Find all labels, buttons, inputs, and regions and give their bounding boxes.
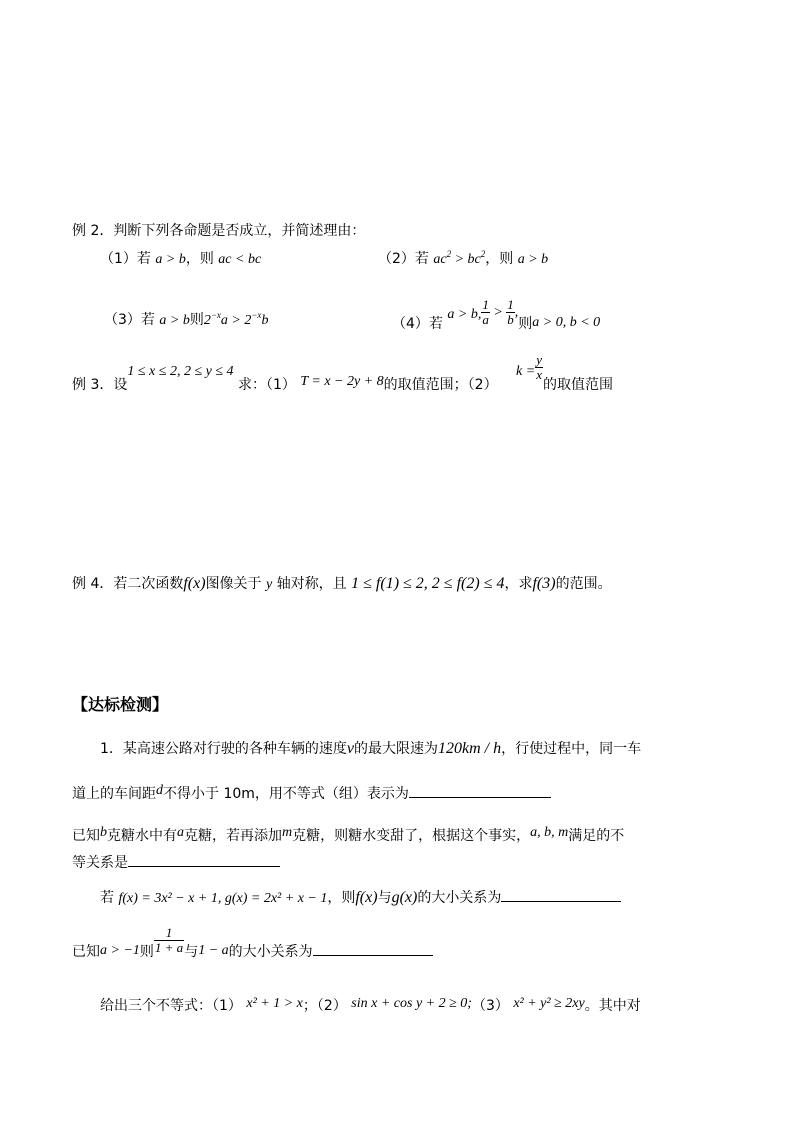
item-2-conclusion: a > b bbox=[517, 252, 549, 267]
item-1-label: （1）若 bbox=[100, 251, 151, 267]
example-4-mid1: 图像关于 bbox=[205, 576, 262, 592]
example-3 bbox=[72, 352, 613, 405]
item-2-label: （2）若 bbox=[378, 251, 429, 267]
item-4-fraction-b bbox=[506, 298, 515, 327]
q1-d: d bbox=[156, 783, 163, 798]
item-2-cond-a: ac bbox=[433, 252, 447, 267]
q5-text-c: （3） bbox=[471, 998, 509, 1014]
example-4-y: y bbox=[266, 577, 273, 592]
example-3-label: 例 3．设 bbox=[72, 377, 128, 393]
q2-text-a: 已知 bbox=[72, 828, 100, 844]
section-header bbox=[72, 694, 168, 717]
question-4 bbox=[72, 926, 433, 972]
q2-text-b: 克糖水中有 bbox=[107, 828, 177, 844]
section-title: 【达标检测】 bbox=[72, 695, 169, 714]
item-4-gt: > bbox=[489, 305, 507, 320]
example-2-item-2 bbox=[378, 250, 548, 269]
item-2-cond-exp2: 2 bbox=[480, 249, 486, 259]
q3-text-a: 若 bbox=[100, 890, 114, 906]
item-1-condition: a > b bbox=[155, 252, 186, 267]
item-4-conclusion: a > 0, b < 0 bbox=[532, 315, 601, 330]
q1-text-e: 不得小于 10m，用不等式（组）表示为 bbox=[163, 786, 409, 802]
q2-m: m bbox=[282, 825, 293, 840]
item-4-label: （4）若 bbox=[392, 316, 443, 332]
question-5 bbox=[100, 992, 641, 1018]
question-1-line-2 bbox=[72, 780, 551, 805]
q4-text-b: 则 bbox=[139, 944, 154, 960]
q1-v: v bbox=[346, 740, 355, 757]
frac-b-den: b bbox=[507, 311, 514, 327]
q2-text-e: 满足的不 bbox=[568, 828, 625, 844]
frac-b-num: 1 bbox=[507, 296, 514, 312]
example-4 bbox=[72, 572, 612, 597]
q5-ineq-1: x² + 1 > x bbox=[246, 996, 303, 1011]
question-1-line-1 bbox=[100, 738, 641, 760]
q1-answer-blank[interactable] bbox=[409, 785, 551, 798]
frac-a-num: 1 bbox=[482, 296, 489, 312]
q2-a: a bbox=[177, 825, 184, 840]
q4-fraction bbox=[154, 926, 184, 955]
q4-condition: a > −1 bbox=[100, 943, 140, 958]
q2-text-f: 等关系是 bbox=[72, 855, 128, 871]
example-2-item-3 bbox=[104, 311, 268, 330]
q3-answer-blank[interactable] bbox=[501, 889, 621, 902]
example-2-title-text: 例 2．判断下列各命题是否成立，并简述理由： bbox=[72, 223, 366, 239]
frac-a-den: a bbox=[482, 311, 489, 327]
q2-text-d: 克糖，则糖水变甜了，根据这个事实， bbox=[292, 828, 531, 844]
item-2-sep: ，则 bbox=[485, 251, 514, 267]
example-3-ask: 求：（1） bbox=[237, 377, 296, 393]
item-2-cond-exp1: 2 bbox=[446, 249, 452, 259]
item-2-condition bbox=[433, 249, 486, 267]
q2-b: b bbox=[100, 825, 107, 840]
item-3-base1: 2 bbox=[203, 313, 211, 328]
example-3-k-tail: 的取值范围 bbox=[543, 377, 613, 393]
q4-frac-num: 1 bbox=[165, 925, 173, 940]
example-3-k-fraction bbox=[535, 353, 543, 382]
q1-text-d: 道上的车间距 bbox=[72, 786, 156, 802]
item-4-fraction-a bbox=[481, 298, 490, 327]
example-4-label: 例 4．若二次函数 bbox=[72, 576, 184, 592]
example-4-f3: f(3) bbox=[532, 575, 556, 592]
example-3-k-lhs: k = bbox=[516, 364, 536, 379]
example-2-item-4 bbox=[392, 296, 600, 340]
example-3-t-expression: T = x − 2y + 8 bbox=[300, 374, 384, 389]
q4-frac-den: 1 + a bbox=[154, 940, 184, 955]
q3-text-d: 的大小关系为 bbox=[417, 890, 502, 906]
question-2-line-2 bbox=[72, 852, 280, 874]
item-3-exp2: −x bbox=[251, 310, 262, 320]
q2-abm: a, b, m bbox=[530, 825, 569, 840]
q4-text-c: 与 bbox=[184, 944, 199, 960]
q4-text-d: 的大小关系为 bbox=[228, 944, 313, 960]
item-1-sep: ，则 bbox=[185, 251, 214, 267]
item-3-sep: 则 bbox=[189, 312, 204, 328]
item-1-conclusion: ac < bc bbox=[218, 252, 262, 267]
example-3-condition: 1 ≤ x ≤ 2, 2 ≤ y ≤ 4 bbox=[127, 364, 234, 379]
question-3 bbox=[100, 886, 621, 911]
example-4-fx: f(x) bbox=[183, 575, 206, 592]
q2-answer-blank[interactable] bbox=[128, 854, 280, 867]
q4-answer-blank[interactable] bbox=[313, 943, 433, 956]
k-den: x bbox=[536, 367, 542, 382]
k-num: y bbox=[536, 352, 542, 367]
q5-ineq-3: x² + y² ≥ 2xy bbox=[513, 996, 585, 1011]
q5-text-a: 给出三个不等式：（1） bbox=[100, 998, 242, 1014]
q4-text-a: 已知 bbox=[72, 944, 100, 960]
example-4-tail: 的范围。 bbox=[555, 576, 612, 592]
q3-text-c: 与 bbox=[377, 890, 392, 906]
q1-text-b: 的最大限速为 bbox=[354, 741, 439, 757]
example-4-mid3: ，求 bbox=[504, 576, 533, 592]
item-4-comma: , bbox=[514, 305, 519, 320]
example-2-title bbox=[72, 222, 365, 240]
example-4-mid2: 轴对称，且 bbox=[276, 576, 347, 592]
item-3-end: b bbox=[261, 313, 269, 328]
item-3-mid: a > 2 bbox=[220, 313, 252, 328]
q4-expression: 1 − a bbox=[198, 943, 229, 958]
q1-speed: 120km / h bbox=[438, 740, 502, 757]
q2-text-c: 克糖，若再添加 bbox=[184, 828, 282, 844]
example-4-condition: 1 ≤ f(1) ≤ 2, 2 ≤ f(2) ≤ 4 bbox=[351, 575, 505, 592]
q3-gx: g(x) bbox=[391, 889, 418, 906]
q3-expression: f(x) = 3x² − x + 1, g(x) = 2x² + x − 1 bbox=[118, 891, 328, 906]
q5-text-b: ；（2） bbox=[302, 998, 347, 1014]
q1-text-c: ，行使过程中，同一车 bbox=[501, 741, 642, 757]
q5-ineq-2: sin x + cos y + 2 ≥ 0; bbox=[351, 996, 472, 1011]
item-4-cond-part1: a > b, bbox=[447, 307, 482, 322]
item-3-condition: a > b bbox=[159, 313, 190, 328]
q3-text-b: ，则 bbox=[327, 890, 356, 906]
q3-fx: f(x) bbox=[355, 889, 378, 906]
q5-text-d: 。其中对 bbox=[584, 998, 641, 1014]
item-4-sep: 则 bbox=[518, 316, 533, 332]
item-3-conclusion bbox=[203, 310, 269, 328]
item-2-cond-c: > bc bbox=[451, 252, 481, 267]
example-2-item-1 bbox=[100, 250, 261, 269]
question-2-line-1 bbox=[72, 822, 624, 847]
item-3-label: （3）若 bbox=[104, 312, 155, 328]
q1-text-a: 1．某高速公路对行驶的各种车辆的速度 bbox=[100, 741, 347, 757]
item-3-exp1: −x bbox=[210, 310, 221, 320]
example-3-t-tail: 的取值范围；（2） bbox=[383, 377, 498, 393]
